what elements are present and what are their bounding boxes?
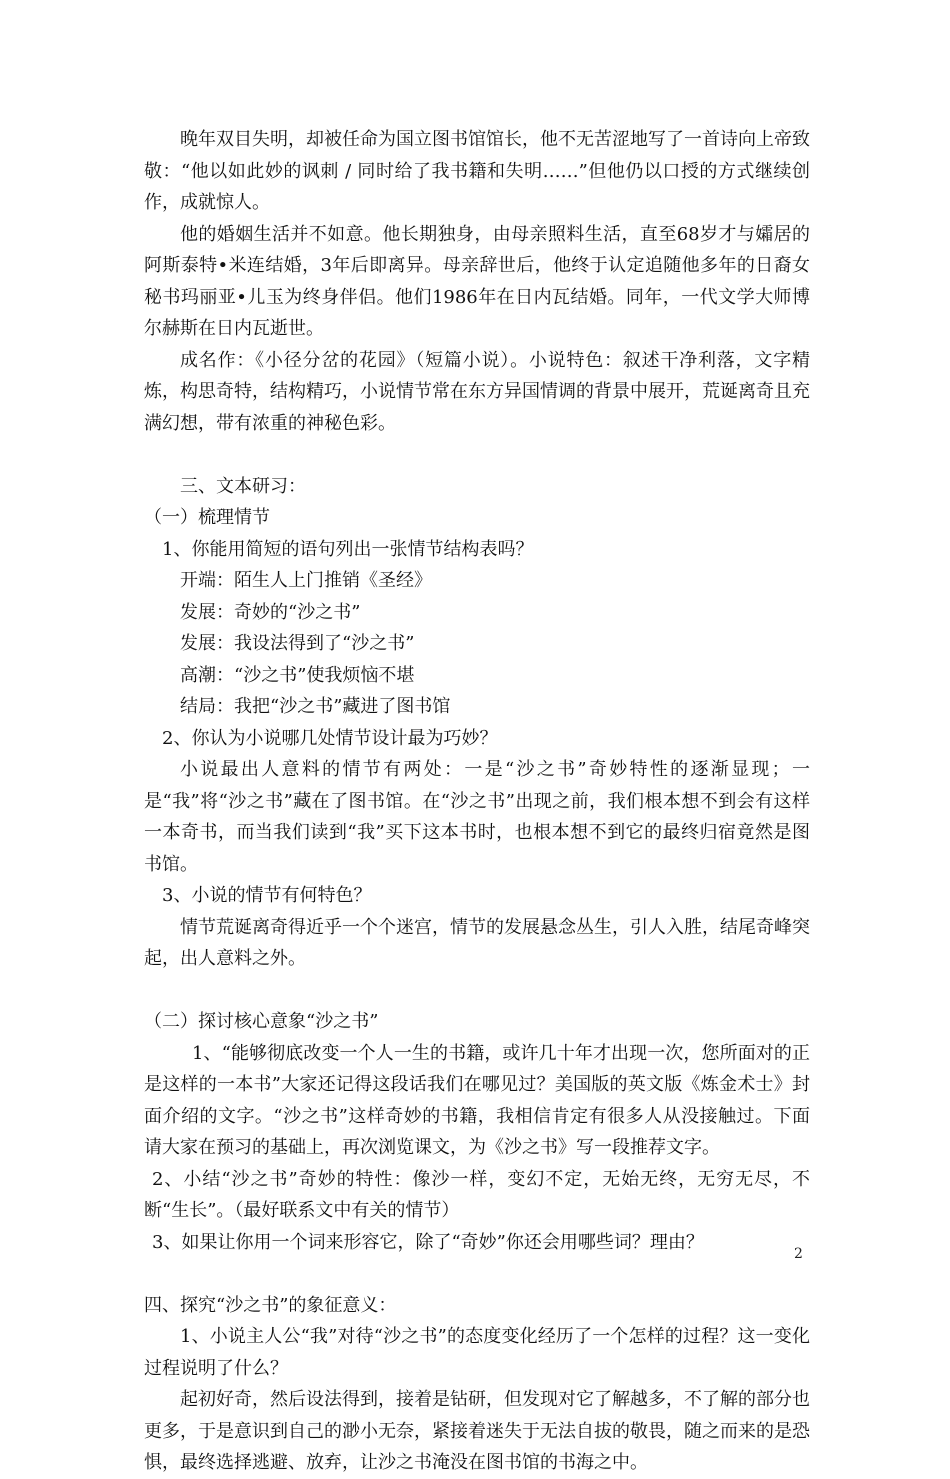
paragraph: 三、文本研习： xyxy=(180,475,306,497)
paragraph: 发展：我设法得到了“沙之书” xyxy=(180,633,415,654)
blank-line xyxy=(144,975,810,1007)
paragraph: 3、小说的情节有何特色？ xyxy=(162,885,372,906)
blank-line xyxy=(144,1258,810,1290)
paragraph: 高潮：“沙之书”使我烦恼不堪 xyxy=(180,664,415,686)
paragraph: 情节荒诞离奇得近乎一个个迷宫，情节的发展悬念丛生，引人入胜，结尾奇峰突起，出人意料之外。 xyxy=(144,916,810,969)
paragraph: （二）探讨核心意象“沙之书” xyxy=(144,1011,379,1032)
paragraph: 1、“能够彻底改变一个人一生的书籍，或许几十年才出现一次，您所面对的正是这样的一本书”大家还记得这段话我们在哪见过？美国版的英文版《炼金术士》封面介绍的文字。“沙之书”这样奇妙的书籍，我相信肯定有很多人从没接触过。下面请大家在预习的基础上，再次浏览课文，为《沙之书》写一段推荐文字。 xyxy=(144,1042,810,1158)
paragraph: 四、探究“沙之书”的象征意义： xyxy=(144,1294,397,1316)
paragraph: 起初好奇，然后设法得到，接着是钻研，但发现对它了解越多，不了解的部分也更多，于是意识到自己的渺小无奈，紧接着迷失于无法自拔的敬畏，随之而来的是恐惧，最终选择逃避、放弃，让沙之书淹没在图书馆的书海之中。 xyxy=(144,1389,810,1473)
paragraph: 开端：陌生人上门推销《圣经》 xyxy=(180,570,432,591)
paragraph: 1、小说主人公“我”对待“沙之书”的态度变化经历了一个怎样的过程？这一变化过程说明了什么？ xyxy=(144,1326,810,1379)
paragraph: 小说最出人意料的情节有两处：一是“沙之书”奇妙特性的逐渐显现；一是“我”将“沙之书”藏在了图书馆。在“沙之书”出现之前，我们根本想不到会有这样一本奇书，而当我们读到“我”买下这本书时，也根本想不到它的最终归宿竟然是图书馆。 xyxy=(144,759,810,875)
paragraph: 晚年双目失明，却被任命为国立图书馆馆长，他不无苦涩地写了一首诗向上帝致敬：“他以如此妙的讽刺 / 同时给了我书籍和失明……”但他仍以口授的方式继续创作，成就惊人。 xyxy=(144,129,810,213)
document-body xyxy=(144,124,810,1479)
paragraph: 1、你能用简短的语句列出一张情节结构表吗？ xyxy=(162,538,534,560)
paragraph: （一）梳理情节 xyxy=(144,507,270,528)
paragraph: 3、如果让你用一个词来形容它，除了“奇妙”你还会用哪些词？理由？ xyxy=(152,1231,704,1253)
paragraph: 结局：我把“沙之书”藏进了图书馆 xyxy=(180,696,451,717)
blank-line xyxy=(144,439,810,471)
paragraph: 2、小结“沙之书”奇妙的特性：像沙一样，变幻不定，无始无终，无穷无尽，不断“生长”。（最好联系文中有关的情节） xyxy=(144,1168,810,1221)
page-number: 2 xyxy=(794,1246,803,1262)
paragraph: 2、你认为小说哪几处情节设计最为巧妙？ xyxy=(162,727,498,749)
paragraph: 成名作：《小径分岔的花园》（短篇小说）。小说特色：叙述干净利落，文字精炼，构思奇特，结构精巧，小说情节常在东方异国情调的背景中展开，荒诞离奇且充满幻想，带有浓重的神秘色彩。 xyxy=(144,349,810,434)
paragraph: 他的婚姻生活并不如意。他长期独身，由母亲照料生活，直至68岁才与孀居的阿斯泰特•米连结婚，3年后即离异。母亲辞世后，他终于认定追随他多年的日裔女秘书玛丽亚•儿玉为终身伴侣。他们1986年在日内瓦结婚。同年，一代文学大师博尔赫斯在日内瓦逝世。 xyxy=(144,223,810,339)
paragraph: 发展：奇妙的“沙之书” xyxy=(180,601,361,623)
